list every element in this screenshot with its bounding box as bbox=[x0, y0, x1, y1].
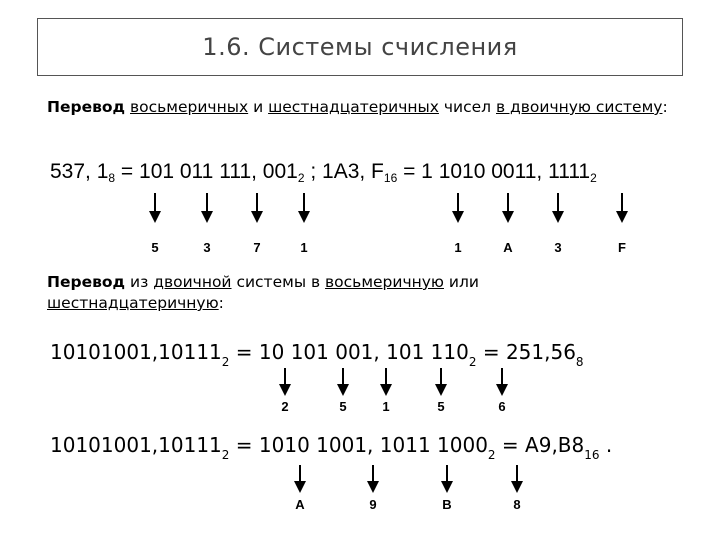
row1-digit-label: 1 bbox=[454, 240, 462, 255]
row3-digit-label: A bbox=[295, 497, 305, 512]
row1-left-sub: 8 bbox=[108, 171, 116, 185]
section2-w2: двоичной bbox=[153, 273, 232, 291]
row1-sep: ; 1A3, F bbox=[304, 160, 384, 183]
row1-hex-bin-sub: 2 bbox=[590, 171, 597, 185]
row1-digit-label: 7 bbox=[253, 240, 261, 255]
section1-bold: Перевод bbox=[47, 98, 126, 116]
row1-digit-label: 3 bbox=[554, 240, 562, 255]
row1-digit-label: 3 bbox=[203, 240, 211, 255]
row3-left: 10101001,10111 bbox=[50, 433, 222, 457]
section2-w1: из bbox=[125, 273, 154, 291]
row1-hex-sub: 16 bbox=[383, 171, 398, 185]
row2-left-sub: 2 bbox=[221, 355, 230, 369]
row2-formula bbox=[50, 340, 584, 369]
row2-digit-label: 1 bbox=[382, 399, 390, 414]
section1-w6: : bbox=[662, 98, 668, 116]
row2-result-sub: 8 bbox=[575, 355, 584, 369]
section1-text bbox=[47, 97, 677, 118]
row1-eq-bin: = 101 011 111, 001 bbox=[115, 160, 298, 183]
row1-digit-label: 1 bbox=[300, 240, 308, 255]
row2-digit-label: 5 bbox=[437, 399, 445, 414]
row2-digit-label: 6 bbox=[498, 399, 506, 414]
row1-formula bbox=[50, 160, 597, 185]
title-box bbox=[37, 18, 683, 76]
row3-result: = A9,B8 bbox=[495, 433, 585, 457]
row2-mid-sub: 2 bbox=[468, 355, 477, 369]
row3-left-sub: 2 bbox=[221, 448, 230, 462]
section1-w3: шестнадцатеричных bbox=[268, 98, 439, 116]
row2-digit-label: 5 bbox=[339, 399, 347, 414]
row1-digit-label: F bbox=[618, 240, 626, 255]
row1-left: 537, 1 bbox=[50, 160, 109, 183]
row3-formula bbox=[50, 433, 612, 462]
row1-bin-sub: 2 bbox=[297, 171, 305, 185]
section2-w3: системы в bbox=[231, 273, 326, 291]
row1-digit-label: 5 bbox=[151, 240, 159, 255]
row3-mid: = 1010 1001, 1011 1000 bbox=[229, 433, 488, 457]
row2-mid: = 10 101 001, 101 110 bbox=[229, 340, 469, 364]
section2-bold: Перевод bbox=[47, 273, 126, 291]
section1-w5: в двоичную систему bbox=[496, 98, 663, 116]
row1-digit-label: A bbox=[503, 240, 513, 255]
row3-digit-label: B bbox=[442, 497, 452, 512]
section1-w2: и bbox=[248, 98, 269, 116]
section2-w7: : bbox=[218, 294, 224, 312]
row3-result-sub: 16 bbox=[584, 448, 600, 462]
slide-title: 1.6. Системы счисления bbox=[202, 33, 518, 61]
section2-w5: или bbox=[443, 273, 479, 291]
row3-tail: . bbox=[599, 433, 613, 457]
section2-text bbox=[47, 272, 647, 314]
row3-digit-label: 8 bbox=[513, 497, 521, 512]
section2-w6: шестнадцатеричную bbox=[47, 294, 219, 312]
row3-digit-label: 9 bbox=[369, 497, 377, 512]
row2-left: 10101001,10111 bbox=[50, 340, 222, 364]
row3-mid-sub: 2 bbox=[487, 448, 496, 462]
section2-w4: восьмеричную bbox=[325, 273, 444, 291]
row2-result: = 251,56 bbox=[476, 340, 576, 364]
section1-w4: чисел bbox=[438, 98, 496, 116]
row2-digit-label: 2 bbox=[281, 399, 289, 414]
section1-w1: восьмеричных bbox=[130, 98, 249, 116]
row1-hex-bin: = 1 1010 0011, 1111 bbox=[397, 160, 591, 183]
